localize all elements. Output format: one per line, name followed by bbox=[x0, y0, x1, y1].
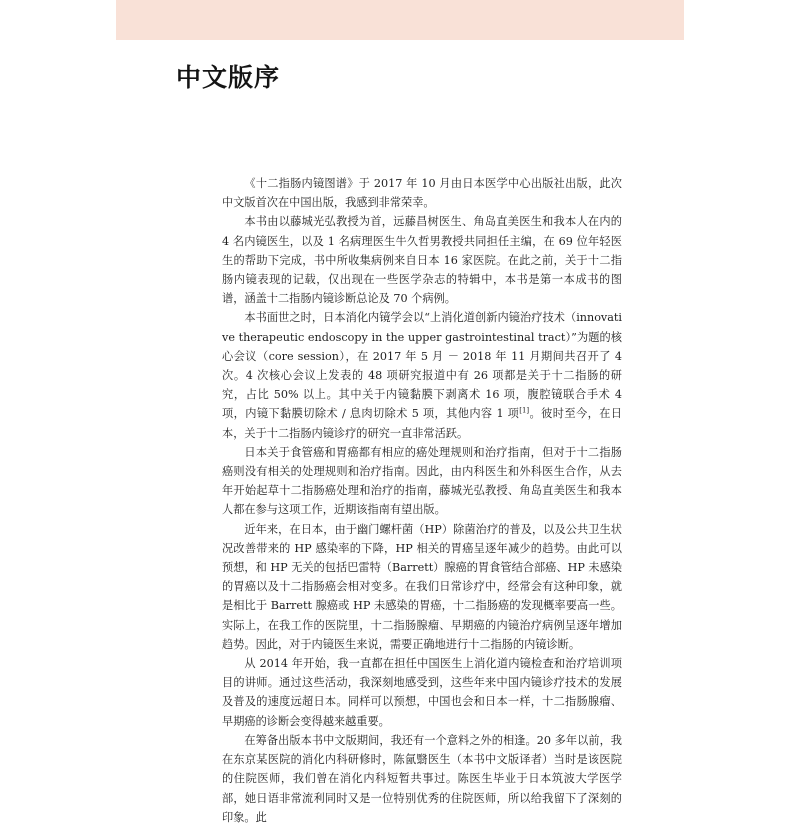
paragraph bbox=[222, 308, 622, 442]
paragraph-text: 近年来，在日本，由于幽门螺杆菌（HP）除菌治疗的普及，以及公共卫生状况改善带来的 HP 感染率的下降，HP 相关的胃癌呈逐年减少的趋势。由此可以预想，和 HP 无关的包括巴雷特（Barrett）腺癌的胃食管结合部癌、HP 未感染的胃癌以及十二指肠癌会相对变多。在我们日常诊疗中，经常会有这种印象，就是相比于 Barrett 腺癌或 HP 未感染的胃癌，十二指肠癌的发现概率要高一些。实际上，在我工作的医院里，十二指肠腺瘤、早期癌的内镜治疗病例呈逐年增加趋势。因此，对于内镜医生来说，需要正确地进行十二指肠的内镜诊断。 bbox=[222, 522, 622, 651]
paragraph-text: 在筹备出版本书中文版期间，我还有一个意料之外的相逢。20 多年以前，我在东京某医院的消化内科研修时，陈氤翳医生（本书中文版译者）当时是该医院的住院医师，我们曾在消化内科短暂共事过。陈医生毕业于日本筑波大学医学部，她日语非常流利同时又是一位特别优秀的住院医师，所以给我留下了深刻的印象。此 bbox=[222, 733, 622, 824]
paragraph-text: 。彼时至今，在日本，关于十二指肠内镜诊疗的研究一直非常活跃。 bbox=[222, 407, 622, 440]
paragraph bbox=[222, 520, 622, 654]
paragraph bbox=[222, 731, 622, 827]
paragraph bbox=[222, 174, 622, 212]
header-band bbox=[116, 0, 684, 40]
preface-body bbox=[222, 174, 622, 824]
paragraph-text: 本书面世之时，日本消化内镜学会以“上消化道创新内镜治疗技术（innovative therapeutic endoscopy in the upper gastrointestinal tract）”为题的核心会议（core session），在 2017 年 5 月 － 2018 年 11 月期间共召开了 4 次。4 次核心会议上发表的 48 项研究报道中有 26 项都是关于十二指肠的研究，占比 50% 以上。其中关于内镜黏膜下剥离术 16 项，腹腔镜联合手术 4 项，内镜下黏膜切除术 / 息肉切除术 5 项，其他内容 1 项 bbox=[222, 311, 622, 421]
paragraph-text: 日本关于食管癌和胃癌都有相应的癌处理规则和治疗指南，但对于十二指肠癌则没有相关的处理规则和治疗指南。因此，由内科医生和外科医生合作，从去年开始起草十二指肠癌处理和治疗的指南，藤城光弘教授、角岛直美医生和我本人都在参与这项工作，近期该指南有望出版。 bbox=[222, 445, 622, 517]
paragraph bbox=[222, 443, 622, 520]
page-title: 中文版序 bbox=[176, 63, 281, 92]
paragraph bbox=[222, 212, 622, 308]
paragraph bbox=[222, 654, 622, 731]
paragraph-text: 《十二指肠内镜图谱》于 2017 年 10 月由日本医学中心出版社出版，此次中文版首次在中国出版，我感到非常荣幸。 bbox=[222, 177, 622, 210]
citation-marker: [1] bbox=[519, 406, 530, 415]
paragraph-text: 从 2014 年开始，我一直都在担任中国医生上消化道内镜检查和治疗培训项目的讲师。通过这些活动，我深刻地感受到，这些年来中国内镜诊疗技术的发展及普及的速度远超日本。同样可以预想，中国也会和日本一样，十二指肠腺瘤、早期癌的诊断会变得越来越重要。 bbox=[222, 657, 622, 728]
paragraph-text: 本书由以藤城光弘教授为首，远藤昌树医生、角岛直美医生和我本人在内的 4 名内镜医生，以及 1 名病理医生牛久哲男教授共同担任主编，在 69 位年轻医生的帮助下完成，书中所收集病例来自日本 16 家医院。在此之前，关于十二指肠内镜表现的记载，仅出现在一些医学杂志的特辑中，本书是第一本成书的图谱，涵盖十二指肠内镜诊断总论及 70 个病例。 bbox=[222, 215, 622, 306]
